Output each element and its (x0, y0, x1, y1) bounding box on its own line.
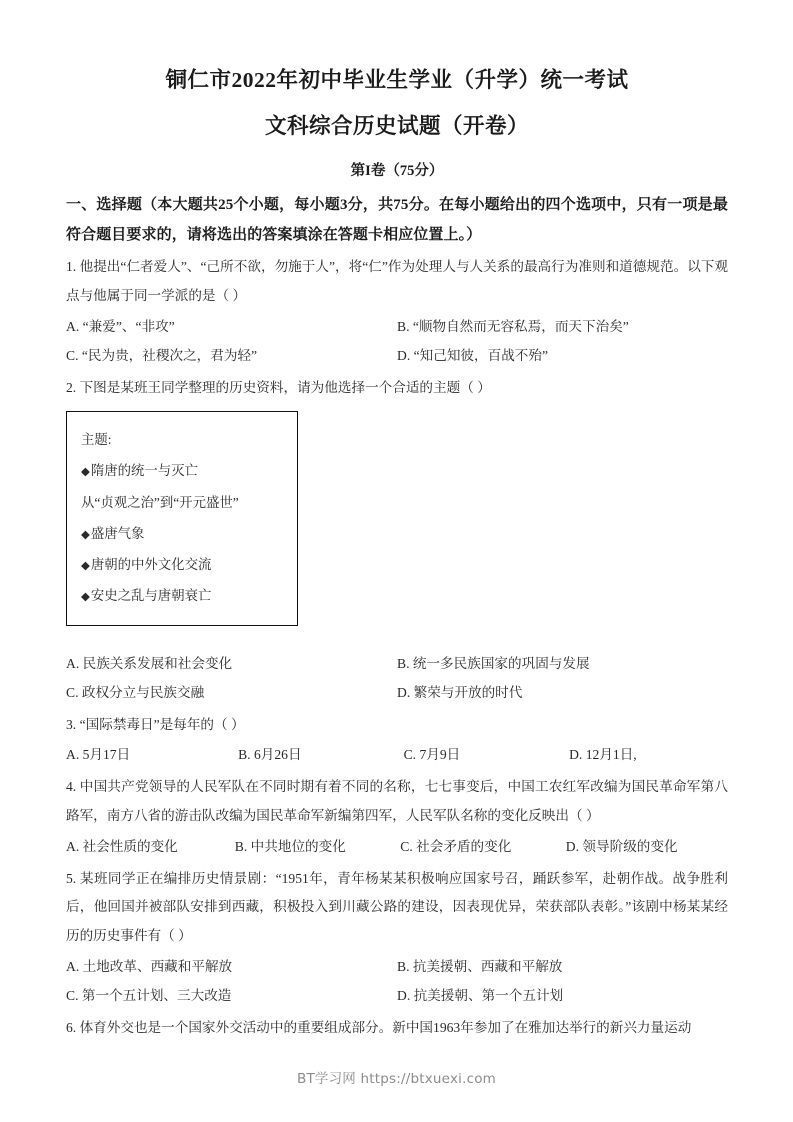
material-item-text: 从“贞观之治”到“开元盛世” (81, 494, 239, 510)
option-b[interactable]: B. 抗美援朝、西藏和平解放 (397, 959, 563, 975)
question-block (66, 708, 728, 771)
option-c[interactable]: C. 社会矛盾的变化 (400, 838, 512, 854)
material-item-text: 盛唐气象 (90, 525, 145, 541)
option-c[interactable]: C. 第一个五计划、三大改造 (66, 987, 232, 1003)
option-a[interactable]: A. 5月17日 (66, 747, 131, 763)
question-block (66, 371, 728, 708)
material-item (81, 549, 283, 580)
question-stem: 5. 某班同学正在编排历史情景剧：“1951年，青年杨某某积极响应国家号召，踊跃参军，赴朝作战。战争胜利后，他回国并被部队安排到西藏，积极投入到川藏公路的建设，因表现优异，荣获部队表彰。”该剧中杨某某经历的历史事件有（ ） (66, 870, 728, 944)
material-box (66, 411, 298, 626)
option-c[interactable]: C. “民为贵，社稷次之，君为轻” (66, 347, 258, 363)
option-b[interactable]: B. “顺物自然而无容私焉，而天下治矣” (397, 318, 629, 334)
question-stem: 4. 中国共产党领导的人民军队在不同时期有着不同的名称，七七事变后，中国工农红军改编为国民革命军第八路军，南方八省的游击队改编为国民革命军新编第四军，人民军队名称的变化反映出（ ） (66, 779, 728, 824)
option-a[interactable]: A. 民族关系发展和社会变化 (66, 655, 233, 671)
option-a[interactable]: A. “兼爱”、“非攻” (66, 318, 175, 334)
diamond-bullet-icon: ◆ (81, 528, 90, 541)
option-b[interactable]: B. 统一多民族国家的巩固与发展 (397, 655, 590, 671)
question-stem: 3. “国际禁毒日”是每年的（ ） (66, 716, 245, 732)
option-d[interactable]: D. 领导阶级的变化 (565, 838, 678, 854)
option-d[interactable]: D. “知己知彼，百战不殆” (397, 347, 549, 363)
option-b[interactable]: B. 6月26日 (238, 747, 302, 763)
material-item-text: 隋唐的统一与灭亡 (90, 463, 198, 479)
option-a[interactable]: A. 社会性质的变化 (66, 838, 178, 854)
page-content (66, 0, 728, 1043)
question-stem: 6. 体育外交也是一个国家外交活动中的重要组成部分。新中国1963年参加了在雅加达举行的新兴力量运动 (66, 1019, 692, 1035)
page-subtitle: 文科综合历史试题（开卷） (264, 114, 529, 139)
paper-part-label: 第I卷（75分） (350, 163, 444, 180)
material-item (81, 580, 283, 611)
diamond-bullet-icon: ◆ (81, 590, 90, 603)
section-heading: 一、选择题（本大题共25个小题，每小题3分，共75分。在每小题给出的四个选项中，只有一项是最符合题目要求的，请将选出的答案填涂在答题卡相应位置上。） (66, 197, 728, 244)
option-a[interactable]: A. 土地改革、西藏和平解放 (66, 959, 233, 975)
question-block (66, 862, 728, 1011)
question-stem: 1. 他提出“仁者爱人”、“己所不欲，勿施于人”，将“仁”作为处理人与人关系的最高行为准则和道德规范。以下观点与他属于同一学派的是（ ） (66, 259, 728, 304)
question-block (66, 250, 728, 370)
option-d[interactable]: D. 12月1日, (569, 747, 637, 763)
spacer (66, 626, 728, 648)
material-item (81, 487, 283, 518)
material-item-text: 安史之乱与唐朝衰亡 (90, 587, 212, 603)
option-list (66, 648, 728, 708)
question-block (66, 770, 728, 861)
material-item-text: 唐朝的中外文化交流 (90, 556, 212, 572)
material-header: 主题: (81, 432, 112, 448)
option-list (66, 951, 728, 1011)
diamond-bullet-icon: ◆ (81, 466, 90, 479)
material-item (81, 518, 283, 549)
site-watermark: BT学习网 https://btxuexi.com (296, 1071, 497, 1087)
option-list (66, 831, 728, 862)
option-b[interactable]: B. 中共地位的变化 (234, 838, 346, 854)
option-c[interactable]: C. 政权分立与民族交融 (66, 684, 205, 700)
option-d[interactable]: D. 抗美援朝、第一个五计划 (397, 987, 564, 1003)
question-block (66, 1011, 728, 1043)
option-c[interactable]: C. 7月9日 (403, 747, 461, 763)
page-title: 铜仁市2022年初中毕业生学业（升学）统一考试 (165, 68, 629, 92)
material-item (81, 455, 283, 486)
option-list (66, 311, 728, 371)
question-stem: 2. 下图是某班王同学整理的历史资料，请为他选择一个合适的主题（ ） (66, 379, 491, 395)
option-d[interactable]: D. 繁荣与开放的时代 (397, 684, 523, 700)
option-list (66, 739, 728, 770)
diamond-bullet-icon: ◆ (81, 559, 90, 572)
